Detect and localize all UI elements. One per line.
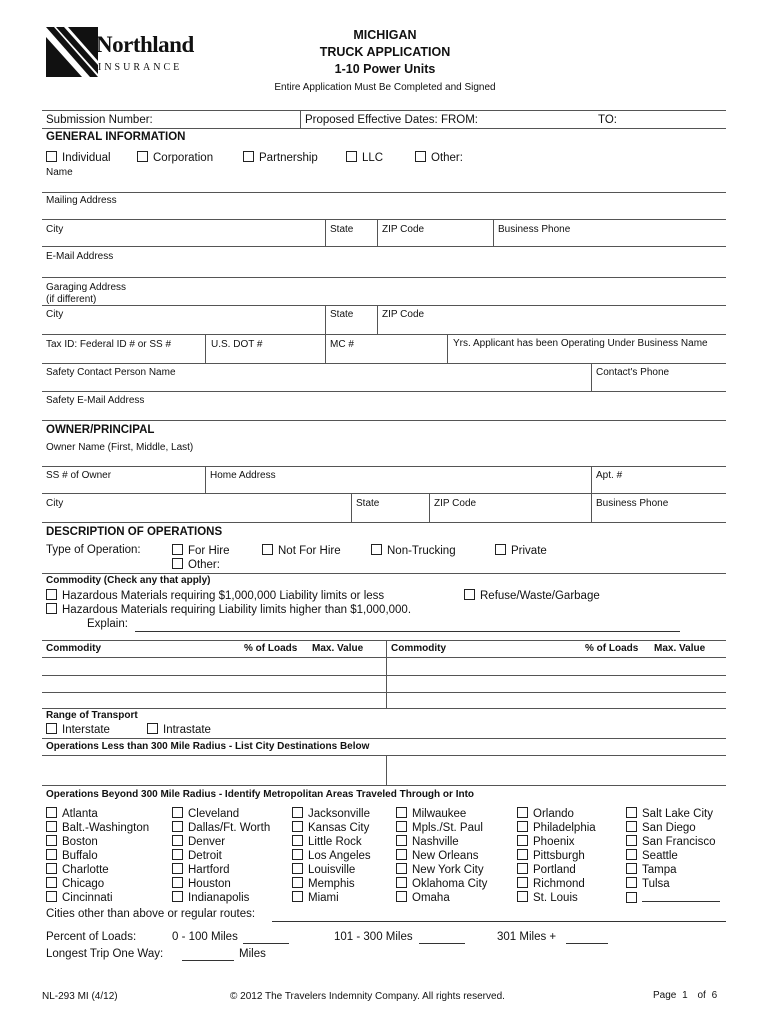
safety-contact-field[interactable]: Safety Contact Person Name: [46, 367, 176, 378]
other-operation-checkbox[interactable]: Other:: [172, 558, 220, 571]
title-units: 1-10 Power Units: [334, 62, 436, 76]
city-label: Philadelphia: [533, 822, 596, 834]
logo-word: Northland: [96, 32, 194, 57]
city-checkbox[interactable]: [46, 821, 149, 834]
city-label: Louisville: [308, 864, 356, 876]
commodity-col-left: Commodity: [46, 643, 101, 654]
city-checkbox[interactable]: [626, 877, 670, 890]
explain-field[interactable]: [135, 631, 680, 632]
city-checkbox[interactable]: [172, 877, 231, 890]
city-label: Charlotte: [62, 864, 109, 876]
city-label: Cincinnati: [62, 892, 113, 904]
city-checkbox[interactable]: [517, 835, 575, 848]
city-label: St. Louis: [533, 892, 578, 904]
city-checkbox[interactable]: [292, 821, 369, 834]
city-label: Omaha: [412, 892, 450, 904]
owner-phone-field[interactable]: Business Phone: [596, 498, 669, 509]
effective-from-field[interactable]: Proposed Effective Dates: FROM:: [305, 114, 478, 126]
city-label: Orlando: [533, 808, 574, 820]
city-label: Oklahoma City: [412, 878, 488, 890]
table-row[interactable]: [42, 692, 726, 693]
commodity-col-right: Commodity: [391, 643, 446, 654]
type-of-operation-label: Type of Operation:: [46, 544, 141, 556]
city-checkbox[interactable]: [172, 835, 225, 848]
operations-heading: DESCRIPTION OF OPERATIONS: [46, 526, 223, 538]
partnership-checkbox[interactable]: Partnership: [243, 151, 318, 164]
city-label: Phoenix: [533, 836, 575, 848]
city-label: Indianapolis: [188, 892, 250, 904]
city-label: Atlanta: [62, 808, 98, 820]
general-information-heading: GENERAL INFORMATION: [46, 131, 186, 143]
zip-field[interactable]: ZIP Code: [382, 224, 425, 235]
owner-name-field[interactable]: Owner Name (First, Middle, Last): [46, 442, 194, 453]
city-label: Memphis: [308, 878, 355, 890]
city-label: San Diego: [642, 822, 696, 834]
city-checkbox[interactable]: [396, 835, 459, 848]
city-checkbox[interactable]: [396, 863, 484, 876]
city-label: Mpls./St. Paul: [412, 822, 483, 834]
usdot-field[interactable]: U.S. DOT #: [211, 339, 263, 350]
haz-limit-high-checkbox[interactable]: Hazardous Materials requiring Liability limits higher than $1,000,000.: [46, 603, 411, 616]
range-0-100-field[interactable]: [243, 943, 289, 944]
max-col-right: Max. Value: [654, 643, 706, 654]
city-label: Houston: [188, 878, 231, 890]
city-label: Dallas/Ft. Worth: [188, 822, 271, 834]
range-301-label: 301 Miles +: [497, 931, 557, 943]
city-label: Jacksonville: [308, 808, 370, 820]
city-label: Tampa: [642, 864, 677, 876]
city-label: Cleveland: [188, 808, 240, 820]
garaging-zip-field[interactable]: ZIP Code: [382, 309, 425, 320]
city-checkbox[interactable]: [396, 877, 487, 890]
form-number: NL-293 MI (4/12): [42, 991, 118, 1002]
effective-to-field[interactable]: TO:: [598, 114, 617, 126]
city-label: San Francisco: [642, 836, 716, 848]
title-state: MICHIGAN: [353, 28, 417, 42]
city-label: Buffalo: [62, 850, 98, 862]
city-checkbox[interactable]: [46, 849, 98, 862]
city-checkbox[interactable]: [172, 863, 230, 876]
city-checkbox[interactable]: [517, 863, 576, 876]
longest-trip-label: Longest Trip One Way:: [46, 948, 164, 960]
city-checkbox[interactable]: [517, 891, 578, 904]
city-checkbox[interactable]: [292, 877, 355, 890]
city-label: Tulsa: [642, 878, 670, 890]
email-field[interactable]: E-Mail Address: [46, 251, 114, 262]
city-checkbox[interactable]: [626, 807, 713, 820]
title-application: TRUCK APPLICATION: [319, 45, 451, 59]
individual-checkbox[interactable]: Individual: [46, 151, 111, 164]
city-checkbox[interactable]: [396, 821, 483, 834]
for-hire-checkbox[interactable]: For Hire: [172, 544, 230, 557]
owner-state-field[interactable]: State: [356, 498, 380, 509]
city-label: Boston: [62, 836, 98, 848]
city-checkbox[interactable]: [396, 891, 450, 904]
intrastate-checkbox[interactable]: Intrastate: [147, 723, 211, 736]
mc-field[interactable]: MC #: [330, 339, 354, 350]
city-checkbox[interactable]: [292, 807, 370, 820]
city-label: Balt.-Washington: [62, 822, 150, 834]
city-checkbox[interactable]: [626, 849, 678, 862]
private-checkbox[interactable]: Private: [495, 544, 547, 557]
city-checkbox[interactable]: [626, 863, 677, 876]
garaging-note: (if different): [46, 294, 97, 305]
range-101-300-field[interactable]: [419, 943, 465, 944]
city-label: Salt Lake City: [642, 808, 713, 820]
loads-col-left: % of Loads: [244, 643, 298, 654]
table-row[interactable]: [42, 675, 726, 676]
max-col-left: Max. Value: [312, 643, 364, 654]
city-label: Los Angeles: [308, 850, 371, 862]
city-checkbox[interactable]: [292, 863, 355, 876]
city-checkbox[interactable]: [517, 849, 585, 862]
tax-id-field[interactable]: Tax ID: Federal ID # or SS #: [46, 339, 172, 350]
city-checkbox[interactable]: [172, 891, 249, 904]
owner-heading: OWNER/PRINCIPAL: [46, 424, 155, 436]
range-0-100-label: 0 - 100 Miles: [172, 931, 238, 943]
name-field[interactable]: Name: [46, 167, 73, 178]
interstate-checkbox[interactable]: Interstate: [46, 723, 110, 736]
garaging-city-field[interactable]: City: [46, 309, 64, 320]
safety-email-field[interactable]: Safety E-Mail Address: [46, 395, 145, 406]
city-checkbox[interactable]: [626, 821, 696, 834]
llc-checkbox[interactable]: LLC: [346, 151, 383, 164]
city-checkbox[interactable]: [172, 807, 239, 820]
haz-limit-low-checkbox[interactable]: Hazardous Materials requiring $1,000,000 Liability limits or less: [46, 589, 384, 602]
city-label: Chicago: [62, 878, 105, 890]
non-trucking-checkbox[interactable]: Non-Trucking: [371, 544, 456, 557]
loads-col-right: % of Loads: [585, 643, 639, 654]
city-checkbox[interactable]: [172, 821, 270, 834]
city-checkbox[interactable]: [517, 807, 574, 820]
city-checkbox[interactable]: [46, 807, 98, 820]
city-label: Richmond: [533, 878, 585, 890]
city-label: Hartford: [188, 864, 230, 876]
city-checkbox[interactable]: [396, 807, 466, 820]
city-label: New Orleans: [412, 850, 479, 862]
page-indicator: Page 1 of 6: [653, 990, 718, 1001]
not-for-hire-checkbox[interactable]: Not For Hire: [262, 544, 341, 557]
beyond-300-heading: Operations Beyond 300 Mile Radius - Identify Metropolitan Areas Traveled Through or Into: [46, 789, 475, 800]
miles-label: Miles: [239, 948, 266, 960]
city-checkbox[interactable]: [396, 849, 478, 862]
commodity-heading: Commodity (Check any that apply): [46, 575, 211, 586]
city-label: Pittsburgh: [533, 850, 585, 862]
submission-number-field[interactable]: Submission Number:: [46, 114, 153, 126]
city-label: Detroit: [188, 850, 222, 862]
other-city-field[interactable]: [642, 891, 720, 902]
owner-ss-field[interactable]: SS # of Owner: [46, 470, 112, 481]
city-checkbox[interactable]: [46, 863, 109, 876]
range-301-field[interactable]: [566, 943, 608, 944]
completion-note: Entire Application Must Be Completed and Signed: [274, 82, 496, 93]
city-checkbox[interactable]: [292, 835, 362, 848]
city-checkbox[interactable]: [626, 891, 720, 905]
city-checkbox[interactable]: [292, 891, 339, 904]
other-checkbox[interactable]: Other:: [415, 151, 463, 164]
percent-loads-label: Percent of Loads:: [46, 931, 137, 943]
garaging-state-field[interactable]: State: [330, 309, 354, 320]
city-label: New York City: [412, 864, 484, 876]
city-label: Seattle: [642, 850, 678, 862]
city-checkbox[interactable]: [626, 835, 716, 848]
city-checkbox[interactable]: [46, 835, 98, 848]
range-101-300-label: 101 - 300 Miles: [334, 931, 413, 943]
logo-sub: INSURANCE: [98, 62, 183, 73]
other-cities-label: Cities other than above or regular routes:: [46, 908, 256, 920]
less-300-heading: Operations Less than 300 Mile Radius - List City Destinations Below: [46, 741, 370, 752]
city-label: Portland: [533, 864, 576, 876]
range-heading: Range of Transport: [46, 710, 138, 721]
copyright: © 2012 The Travelers Indemnity Company. All rights reserved.: [230, 991, 505, 1002]
refuse-checkbox[interactable]: Refuse/Waste/Garbage: [464, 589, 600, 602]
other-cities-field[interactable]: [272, 921, 726, 922]
city-label: Milwaukee: [412, 808, 467, 820]
longest-trip-field[interactable]: [182, 960, 234, 961]
explain-label: Explain:: [87, 618, 128, 630]
city-field[interactable]: City: [46, 224, 64, 235]
garaging-address-field[interactable]: Garaging Address: [46, 282, 127, 293]
state-field[interactable]: State: [330, 224, 354, 235]
owner-zip-field[interactable]: ZIP Code: [434, 498, 477, 509]
mailing-address-field[interactable]: Mailing Address: [46, 195, 117, 206]
corporation-checkbox[interactable]: Corporation: [137, 151, 213, 164]
contact-phone-field[interactable]: Contact's Phone: [596, 367, 670, 378]
owner-city-field[interactable]: City: [46, 498, 64, 509]
city-checkbox[interactable]: [172, 849, 222, 862]
apt-field[interactable]: Apt. #: [596, 470, 623, 481]
city-label: Nashville: [412, 836, 459, 848]
city-label: Miami: [308, 892, 339, 904]
city-label: Little Rock: [308, 836, 362, 848]
home-address-field[interactable]: Home Address: [210, 470, 276, 481]
city-checkbox[interactable]: [292, 849, 371, 862]
city-label: Kansas City: [308, 822, 370, 834]
city-checkbox[interactable]: [46, 877, 104, 890]
city-checkbox[interactable]: [517, 877, 585, 890]
city-checkbox[interactable]: [46, 891, 113, 904]
business-phone-field[interactable]: Business Phone: [498, 224, 571, 235]
years-operating-field[interactable]: Yrs. Applicant has been Operating Under Business Name: [453, 338, 708, 349]
city-checkbox[interactable]: [517, 821, 596, 834]
city-label: Denver: [188, 836, 226, 848]
